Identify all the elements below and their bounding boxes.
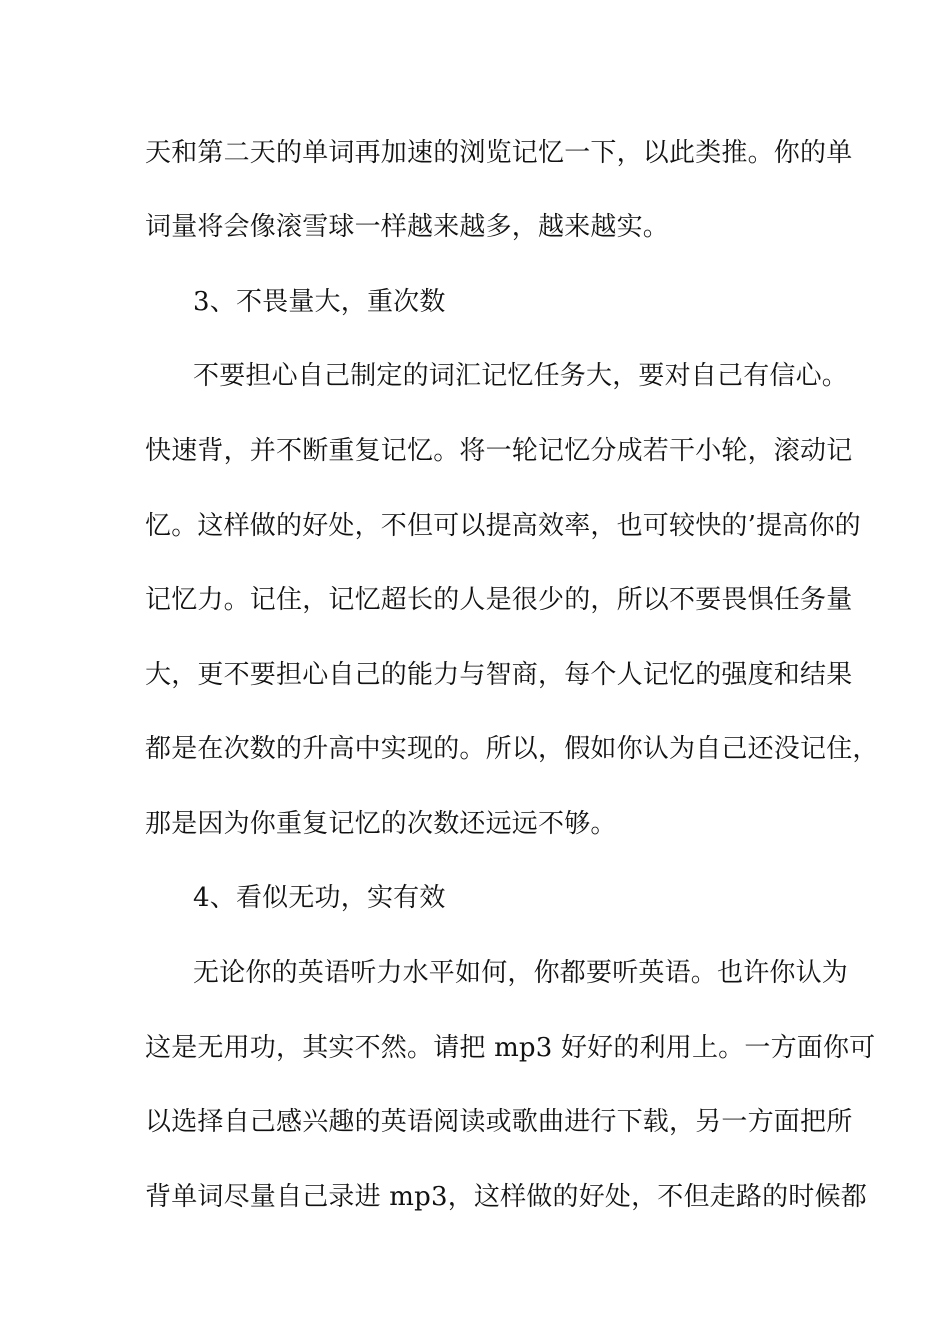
section-heading-3: 3、不畏量大，重次数 (193, 287, 446, 317)
paragraph-line: 无论你的英语听力水平如何，你都要听英语。也许你认为 (193, 958, 849, 988)
paragraph-line: 快速背，并不断重复记忆。将一轮记忆分成若干小轮，滚动记 (145, 436, 853, 466)
paragraph-line: 词量将会像滚雪球一样越来越多，越来越实。 (145, 212, 670, 242)
paragraph-line: 都是在次数的升高中实现的。所以，假如你认为自己还没记住， (145, 734, 879, 764)
paragraph-line: 背单词尽量自己录进 mp3，这样做的好处，不但走路的时候都 (145, 1182, 867, 1212)
paragraph-line: 忆。这样做的好处，不但可以提高效率，也可较快的’提高你的 (145, 511, 861, 541)
paragraph-line: 记忆力。记住，记忆超长的人是很少的，所以不要畏惧任务量 (145, 585, 853, 615)
paragraph-line: 那是因为你重复记忆的次数还远远不够。 (145, 809, 617, 839)
paragraph-line: 大，更不要担心自己的能力与智商，每个人记忆的强度和结果 (145, 660, 853, 690)
paragraph-line: 天和第二天的单词再加速的浏览记忆一下，以此类推。你的单 (145, 138, 853, 168)
paragraph-line: 不要担心自己制定的词汇记忆任务大，要对自己有信心。 (193, 361, 849, 391)
paragraph-line: 以选择自己感兴趣的英语阅读或歌曲进行下载，另一方面把所 (145, 1107, 853, 1137)
paragraph-line: 这是无用功，其实不然。请把 mp3 好好的利用上。一方面你可 (145, 1033, 876, 1063)
section-heading-4: 4、看似无功，实有效 (193, 883, 446, 913)
